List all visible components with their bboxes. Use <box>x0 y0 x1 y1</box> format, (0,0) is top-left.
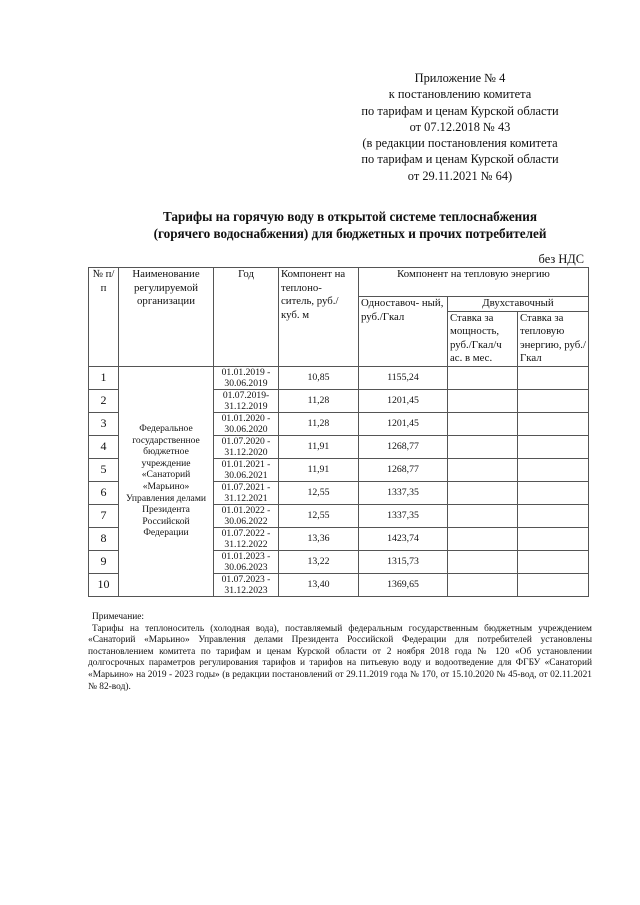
header-thermal: Компонент на тепловую энергию <box>359 268 589 297</box>
row-single-rate: 1155,24 <box>359 366 448 389</box>
row-period: 01.01.2020 - 30.06.2020 <box>214 412 279 435</box>
row-carrier: 12,55 <box>279 481 359 504</box>
row-period: 01.01.2023 - 30.06.2023 <box>214 550 279 573</box>
approval-line: по тарифам и ценам Курской области <box>361 152 559 167</box>
row-carrier: 12,55 <box>279 504 359 527</box>
document-title <box>100 208 600 242</box>
row-single-rate: 1369,65 <box>359 573 448 596</box>
row-num: 9 <box>89 550 119 573</box>
row-capacity-rate <box>448 481 518 504</box>
row-num: 8 <box>89 527 119 550</box>
row-period: 01.01.2019 - 30.06.2019 <box>214 366 279 389</box>
organization-name: Федеральное государственное бюджетное учреждение «Санаторий «Марьино» Управления делами Президента Российской Федерации <box>119 366 214 596</box>
row-carrier: 11,91 <box>279 458 359 481</box>
row-carrier: 11,28 <box>279 412 359 435</box>
row-period: 01.07.2019- 31.12.2019 <box>214 389 279 412</box>
row-capacity-rate <box>448 389 518 412</box>
header-two-rate: Двухставочный <box>448 297 589 312</box>
row-energy-rate <box>518 412 589 435</box>
note-block <box>88 612 592 693</box>
table-row <box>89 366 589 389</box>
row-capacity-rate <box>448 458 518 481</box>
approval-line: от 07.12.2018 № 43 <box>409 119 511 134</box>
tariff-table <box>88 267 589 597</box>
row-capacity-rate <box>448 527 518 550</box>
row-num: 3 <box>89 412 119 435</box>
row-carrier: 13,22 <box>279 550 359 573</box>
row-period: 01.07.2022 - 31.12.2022 <box>214 527 279 550</box>
row-energy-rate <box>518 527 589 550</box>
approval-line: (в редакции постановления комитета <box>362 136 558 151</box>
header-num: № п/п <box>89 268 119 367</box>
header-single-rate: Одноставоч- ный, руб./Гкал <box>359 297 448 367</box>
row-carrier: 11,91 <box>279 435 359 458</box>
row-num: 6 <box>89 481 119 504</box>
row-capacity-rate <box>448 504 518 527</box>
row-single-rate: 1268,77 <box>359 435 448 458</box>
row-single-rate: 1315,73 <box>359 550 448 573</box>
row-capacity-rate <box>448 435 518 458</box>
vat-note: без НДС <box>538 252 584 266</box>
row-energy-rate <box>518 435 589 458</box>
approval-line: по тарифам и ценам Курской области <box>361 103 559 118</box>
header-year: Год <box>214 268 279 367</box>
row-energy-rate <box>518 366 589 389</box>
note-text: Тарифы на теплоноситель (холодная вода), поставляемый федеральным государственным бюджетным учреждением «Санаторий «Марьино» Управления делами Президента Российской Федерации для потребителей установлены постановлением комитета по тарифам и ценам Курской области от 2 ноября 2018 года № 120 «Об установлении долгосрочных параметров регулирования тарифов и тарифов на питьевую воду и водоотведение для ФГБУ «Санаторий «Марьино» на 2019 - 2023 годы» (в редакции постановлений от 29.11.2019 года № 170, от 15.10.2020 № 45-вод, от 02.11.2021 № 82-вод). <box>88 623 592 692</box>
row-capacity-rate <box>448 550 518 573</box>
row-capacity-rate <box>448 366 518 389</box>
row-period: 01.07.2023 - 31.12.2023 <box>214 573 279 596</box>
row-energy-rate <box>518 504 589 527</box>
row-energy-rate <box>518 458 589 481</box>
row-single-rate: 1268,77 <box>359 458 448 481</box>
row-single-rate: 1337,35 <box>359 504 448 527</box>
row-energy-rate <box>518 550 589 573</box>
approval-line: к постановлению комитета <box>388 87 532 102</box>
row-single-rate: 1201,45 <box>359 389 448 412</box>
note-heading: Примечание: <box>92 612 145 622</box>
row-period: 01.07.2020 - 31.12.2020 <box>214 435 279 458</box>
row-num: 4 <box>89 435 119 458</box>
row-num: 1 <box>89 366 119 389</box>
header-capacity-rate: Ставка за мощность, руб./Гкал/ч ас. в мес. <box>448 311 518 366</box>
row-num: 10 <box>89 573 119 596</box>
row-single-rate: 1423,74 <box>359 527 448 550</box>
row-num: 2 <box>89 389 119 412</box>
row-carrier: 13,40 <box>279 573 359 596</box>
row-num: 7 <box>89 504 119 527</box>
row-capacity-rate <box>448 573 518 596</box>
row-carrier: 13,36 <box>279 527 359 550</box>
row-single-rate: 1337,35 <box>359 481 448 504</box>
row-carrier: 11,28 <box>279 389 359 412</box>
row-energy-rate <box>518 481 589 504</box>
approval-line: от 29.11.2021 № 64) <box>407 168 513 183</box>
approval-line: Приложение № 4 <box>414 71 506 85</box>
title-line-1: Тарифы на горячую воду в открытой системе теплоснабжения <box>162 209 538 224</box>
row-energy-rate <box>518 573 589 596</box>
row-carrier: 10,85 <box>279 366 359 389</box>
row-single-rate: 1201,45 <box>359 412 448 435</box>
header-org: Наименование регулируемой организации <box>119 268 214 367</box>
row-capacity-rate <box>448 412 518 435</box>
row-energy-rate <box>518 389 589 412</box>
row-period: 01.01.2022 - 30.06.2022 <box>214 504 279 527</box>
row-period: 01.01.2021 - 30.06.2021 <box>214 458 279 481</box>
approval-block <box>330 70 590 184</box>
header-energy-rate: Ставка за тепловую энергию, руб./Гкал <box>518 311 589 366</box>
header-carrier: Компонент на теплоно- ситель, руб./куб. м <box>279 268 359 367</box>
title-line-2: (горячего водоснабжения) для бюджетных и прочих потребителей <box>153 226 547 241</box>
row-num: 5 <box>89 458 119 481</box>
row-period: 01.07.2021 - 31.12.2021 <box>214 481 279 504</box>
